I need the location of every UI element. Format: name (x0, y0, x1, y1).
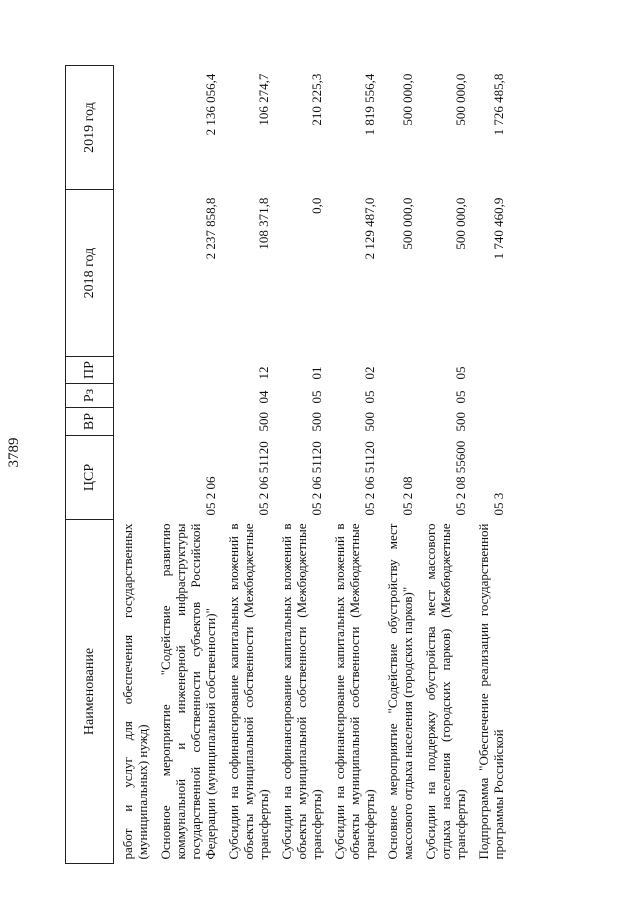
row-pr: 02 (362, 366, 377, 380)
header-pr: ПР (66, 357, 114, 384)
budget-table (65, 65, 508, 864)
row-rz: 05 (453, 390, 468, 404)
table-row (220, 66, 273, 864)
row-pr (114, 357, 153, 384)
row-name: Субсидии на поддержку обустройства мест массового отдыха населения (городских парков) (Межбюджетные трансферты) (423, 523, 468, 860)
row-csr: 05 2 08 (400, 476, 415, 516)
table-row (326, 66, 379, 864)
row-rz: 05 (362, 390, 377, 404)
row-2018 (114, 190, 153, 357)
header-2018: 2018 год (66, 190, 114, 357)
row-rz (152, 384, 220, 408)
row-2018: 2 237 858,8 (203, 197, 218, 260)
row-name: работ и услуг для обеспечения государственных (муниципальных) нужд) (120, 523, 150, 860)
row-name: Субсидии на софинансирование капитальных вложений в объекты муниципальной собственности (Межбюджетные трансферты) (226, 523, 271, 860)
row-pr: 12 (256, 366, 271, 380)
table-header-row (66, 66, 114, 864)
row-csr (114, 436, 153, 520)
table-row (273, 66, 326, 864)
row-2019: 210 225,3 (309, 73, 324, 126)
table-row (379, 66, 417, 864)
row-vr: 500 (256, 412, 271, 432)
row-2018: 500 000,0 (453, 197, 468, 250)
row-name: Субсидии на софинансирование капитальных вложений в объекты муниципальной собственности (Межбюджетные трансферты) (332, 523, 377, 860)
header-csr: ЦСР (66, 436, 114, 520)
row-csr: 05 3 (491, 492, 506, 516)
row-2019: 2 136 056,4 (203, 73, 218, 136)
row-csr: 05 2 06 51120 (309, 441, 324, 516)
row-pr: 01 (309, 366, 324, 380)
row-2019: 500 000,0 (400, 73, 415, 126)
header-name: Наименование (66, 520, 114, 864)
row-rz: 05 (309, 390, 324, 404)
row-vr: 500 (309, 412, 324, 432)
row-2018: 108 371,8 (256, 197, 271, 250)
row-pr (152, 357, 220, 384)
row-rz: 04 (256, 390, 271, 404)
row-csr: 05 2 06 (203, 476, 218, 516)
row-2018: 0,0 (309, 197, 324, 214)
row-pr: 05 (453, 366, 468, 380)
row-pr (379, 357, 417, 384)
row-2019 (114, 66, 153, 190)
row-2018: 500 000,0 (400, 197, 415, 250)
table-row (152, 66, 220, 864)
row-vr (379, 408, 417, 436)
row-2019: 1 819 556,4 (362, 73, 377, 136)
row-csr: 05 2 06 51120 (256, 441, 271, 516)
row-vr (114, 408, 153, 436)
row-csr: 05 2 06 51120 (362, 441, 377, 516)
row-2019: 106 274,7 (256, 73, 271, 126)
header-rz: Рз (66, 384, 114, 408)
row-name: Основное мероприятие "Содействие развитию коммунальной и инженерной инфраструктуры государственной собственности субъектов Российской Федерации (муниципальной собственности)" (158, 523, 218, 860)
row-2019: 500 000,0 (453, 73, 468, 126)
row-vr (470, 408, 508, 436)
row-name: Подпрограмма "Обеспечение реализации государственной программы Российской (476, 523, 506, 860)
row-2018: 2 129 487,0 (362, 197, 377, 260)
row-csr: 05 2 08 55600 (453, 440, 468, 516)
row-pr (470, 357, 508, 384)
table-row (417, 66, 470, 864)
row-rz (470, 384, 508, 408)
row-rz (114, 384, 153, 408)
page-number: 3789 (6, 437, 22, 468)
row-name: Основное мероприятие "Содействие обустройству мест массового отдыха населения (городских парков)" (385, 523, 415, 860)
row-name: Субсидии на софинансирование капитальных вложений в объекты муниципальной собственности (Межбюджетные трансферты) (279, 523, 324, 860)
row-vr (152, 408, 220, 436)
row-2019: 1 726 485,8 (491, 73, 506, 136)
row-vr: 500 (362, 412, 377, 432)
row-vr: 500 (453, 412, 468, 432)
row-rz (379, 384, 417, 408)
row-2018: 1 740 460,9 (491, 197, 506, 260)
table-row (114, 66, 153, 864)
header-vr: ВР (66, 408, 114, 436)
table-row (470, 66, 508, 864)
header-2019: 2019 год (66, 66, 114, 190)
